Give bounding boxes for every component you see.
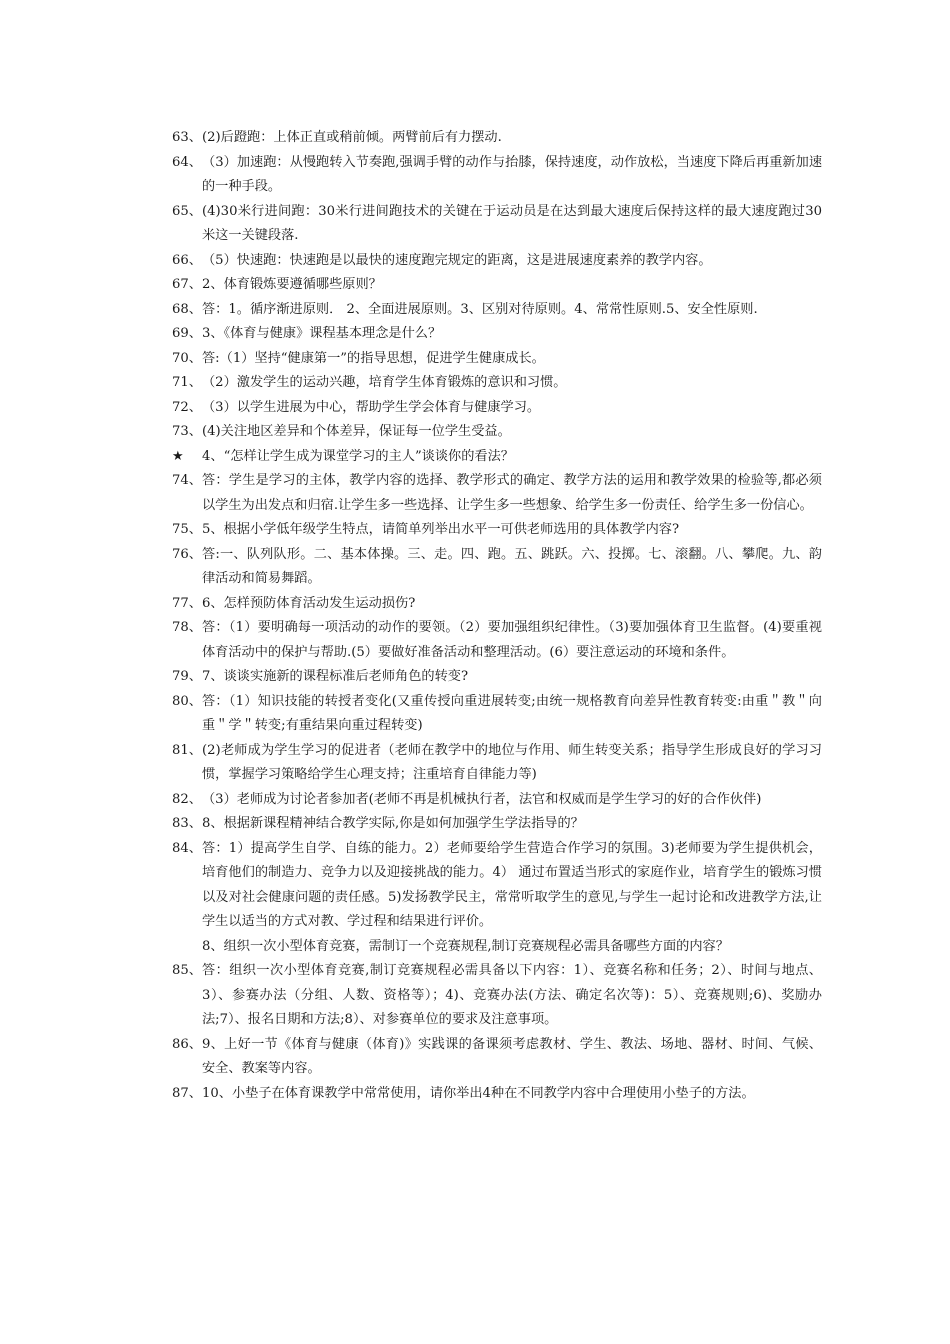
item-number: 69、: [172, 326, 202, 341]
item-number: 68、: [172, 301, 202, 317]
list-item: [172, 322, 822, 347]
item-text: 3、《体育与健康》课程基本理念是什么？: [202, 326, 442, 341]
item-number: 65、: [172, 203, 202, 219]
item-text: 10、小垫子在体育课教学中常常使用，请你举出4种在不同教学内容中合理使用小垫子的方法。: [202, 1085, 755, 1101]
item-number: 74、: [172, 473, 202, 488]
item-number: 84、: [172, 840, 202, 856]
item-number: 85、: [172, 963, 202, 978]
item-text: 答:（1）坚持“健康第一”的指导思想，促进学生健康成长。: [202, 350, 545, 366]
list-item: [172, 420, 822, 445]
item-text: (2)老师成为学生学习的促进者（老师在教学中的地位与作用、师生转变关系；指导学生形成良好的学习习惯，掌握学习策略给学生心理支持；注重培育自律能力等): [202, 742, 822, 782]
list-item: [172, 273, 822, 298]
list-item: [172, 1082, 822, 1107]
item-text: 答：1。循序渐进原则． 2、全面进展原则。3、区别对待原则。4、常常性原则.5、安全性原则.: [202, 301, 758, 317]
item-number: 70、: [172, 350, 202, 366]
item-number: 76、: [172, 546, 202, 562]
list-item: [172, 739, 822, 788]
list-item: [172, 126, 822, 151]
item-number: 73、: [172, 424, 202, 439]
item-text: 7、谈谈实施新的课程标准后老师角色的转变?: [202, 669, 469, 684]
list-item: [172, 396, 822, 421]
item-number: 72、: [172, 399, 202, 415]
list-item: [172, 249, 822, 274]
list-item: [172, 543, 822, 592]
item-text: 5、根据小学低年级学生特点，请简单列举出水平一可供老师选用的具体教学内容?: [202, 522, 680, 537]
item-text: 4、“怎样让学生成为课堂学习的主人”谈谈你的看法？: [202, 448, 514, 464]
item-text: （2）激发学生的运动兴趣，培育学生体育锻炼的意识和习惯。: [202, 375, 567, 390]
item-number: 80、: [172, 693, 202, 709]
item-text: 答:一、队列队形。二、基本体操。三、走。四、跑。五、跳跃。六、投掷。七、滚翻。八、攀爬。九、韵律活动和简易舞蹈。: [202, 546, 822, 586]
list-item: [172, 298, 822, 323]
item-text: (4)30米行进间跑：30米行进间跑技术的关键在于运动员是在达到最大速度后保持这样的最大速度跑过30米这一关键段落.: [202, 203, 822, 243]
list-item: [172, 935, 822, 960]
item-text: (2)后蹬跑：上体正直或稍前倾。两臂前后有力摆动.: [202, 130, 502, 145]
item-number: 78、: [172, 620, 202, 635]
item-text: 答：组织一次小型体育竞赛,制订竞赛规程必需具备以下内容：1）、竞赛名称和任务；2）、时间与地点、3）、参赛办法（分组、人数、资格等）；4)、竞赛办法(方法、确定名次等)：5）、竞赛规则;6)、奖励办法;7）、报名日期和方法;8）、对参赛单位的要求及注意事项。: [202, 963, 822, 1027]
item-text: 6、怎样预防体育活动发生运动损伤?: [202, 595, 416, 611]
item-number: 63、: [172, 130, 202, 145]
list-item: [172, 837, 822, 935]
list-item: [172, 151, 822, 200]
list-item: [172, 665, 822, 690]
item-number: 82、: [172, 791, 202, 807]
item-text: （3）以学生进展为中心，帮助学生学会体育与健康学习。: [202, 399, 541, 415]
list-item: [172, 788, 822, 813]
item-number: 81、: [172, 742, 202, 758]
list-item: [172, 616, 822, 665]
list-item: [172, 200, 822, 249]
list-item: [172, 812, 822, 837]
list-item: [172, 518, 822, 543]
item-text: 答：（1）知识技能的转授者变化(又重传授向重进展转变;由统一规格教育向差异性教育转变:由重＂教＂向重＂学＂转变;有重结果向重过程转变): [202, 693, 822, 733]
list-item: [172, 592, 822, 617]
numbered-item-list: [172, 126, 822, 1106]
item-text: 2、体育锻炼要遵循哪些原则？: [202, 277, 382, 292]
item-text: 8、根据新课程精神结合教学实际,你是如何加强学生学法指导的？: [202, 816, 584, 831]
list-item: [172, 347, 822, 372]
star-marker: ★: [172, 448, 184, 464]
item-text: 9、上好一节《体育与健康（体育)》实践课的备课须考虑教材、学生、教法、场地、器材、时间、气候、安全、教案等内容。: [202, 1036, 822, 1076]
list-item: [172, 690, 822, 739]
item-text: （5）快速跑：快速跑是以最快的速度跑完规定的距离，这是进展速度素养的教学内容。: [202, 252, 712, 268]
item-number: 75、: [172, 522, 202, 537]
item-text: (4)关注地区差异和个体差异，保证每一位学生受益。: [202, 424, 511, 439]
item-number: 83、: [172, 816, 202, 831]
list-item: [172, 371, 822, 396]
list-item: [172, 445, 822, 470]
item-number: 86、: [172, 1036, 202, 1052]
item-text: 8、组织一次小型体育竞赛，需制订一个竞赛规程,制订竞赛规程必需具备哪些方面的内容？: [202, 938, 729, 954]
item-number: 77、: [172, 595, 202, 611]
item-text: 答：学生是学习的主体，教学内容的选择、教学形式的确定、教学方法的运用和教学效果的检验等,都必须以学生为出发点和归宿.让学生多一些选择、让学生多一些想象、给学生多一份责任、给学生多一份信心。: [202, 473, 822, 513]
item-number: 87、: [172, 1085, 202, 1101]
item-number: 66、: [172, 252, 202, 268]
item-text: （3）加速跑：从慢跑转入节奏跑,强调手臂的动作与抬膝，保持速度，动作放松，当速度下降后再重新加速的一种手段。: [202, 154, 822, 194]
list-item: [172, 959, 822, 1033]
item-number: 64、: [172, 154, 202, 170]
item-text: 答：1）提高学生自学、自练的能力。2）老师要给学生营造合作学习的氛围。3)老师要为学生提供机会，培育他们的制造力、竞争力以及迎接挑战的能力。4） 通过布置适当形式的家庭作业，培育学生的锻炼习惯以及对社会健康问题的责任感。5)发扬教学民主，常常听取学生的意见,与学生一起讨论和改进教学方法,让 学生以适当的方式对教、学过程和结果进行评价。: [202, 840, 822, 929]
list-item: [172, 1033, 822, 1082]
item-text: 答：（1）要明确每一项活动的动作的要领。（2）要加强组织纪律性。（3)要加强体育卫生监督。(4)要重视体育活动中的保护与帮助.(5）要做好准备活动和整理活动。(6）要注意运动的环境和条件。: [202, 620, 822, 660]
item-text: （3）老师成为讨论者参加者(老师不再是机械执行者，法官和权威而是学生学习的好的合作伙伴): [202, 791, 762, 807]
item-number: 71、: [172, 375, 202, 390]
item-number: 67、: [172, 277, 202, 292]
item-number: 79、: [172, 669, 202, 684]
list-item: [172, 469, 822, 518]
